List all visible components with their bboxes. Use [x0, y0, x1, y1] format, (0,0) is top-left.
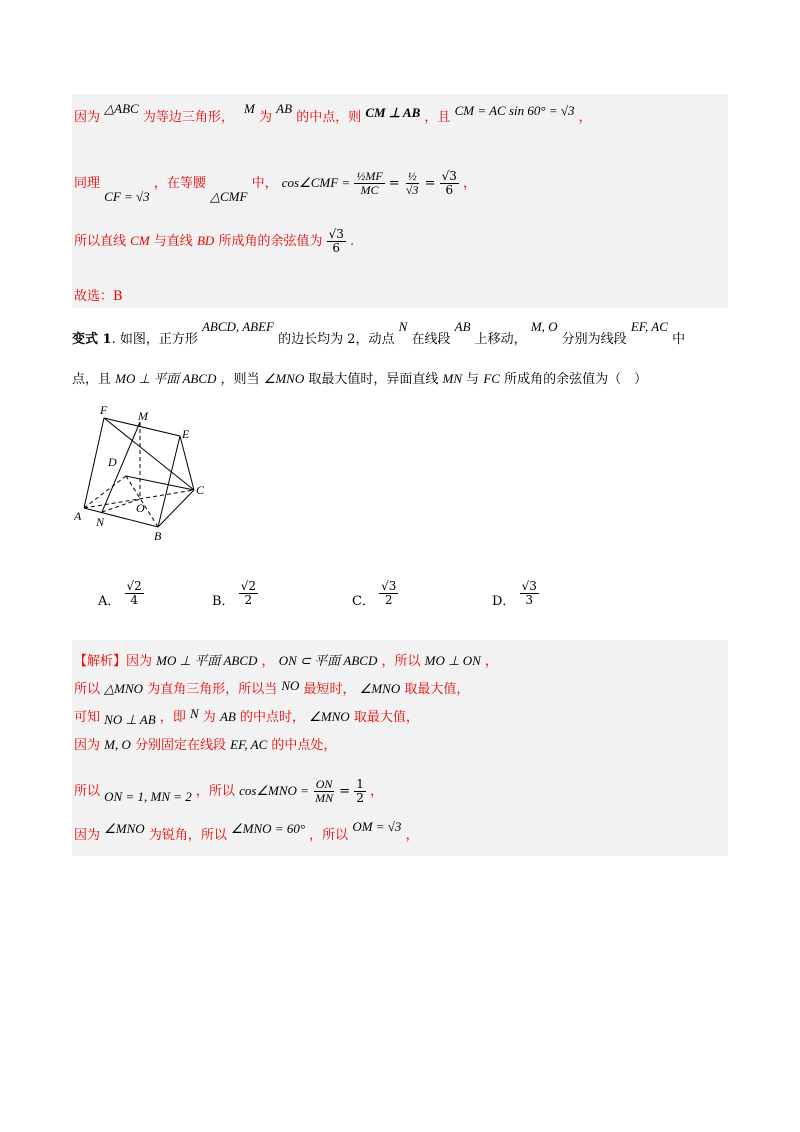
option-fraction [239, 580, 258, 607]
math-ab: AB [276, 101, 293, 116]
math-mn: MN [442, 371, 463, 386]
math-on-subset: ON ⊂ 平面 ABCD [278, 653, 378, 668]
text: 的中点处， [271, 738, 337, 753]
text: ，即 [159, 710, 186, 725]
text: 中 [672, 332, 686, 347]
text: 为直角三角形，所以当 [147, 682, 278, 697]
problem-label: 变式 1 [72, 332, 112, 347]
math-ab: AB [219, 709, 236, 724]
problem-line-2 [72, 370, 647, 389]
fraction-1 [354, 170, 384, 197]
problem-line-1 [72, 319, 686, 349]
fraction-denominator: 6 [332, 241, 341, 255]
text: 可知 [74, 710, 101, 725]
text: ，在等腰 [153, 176, 206, 191]
math-triangle-cmf: △CMF [209, 189, 248, 204]
math-fc: FC [483, 371, 500, 386]
fraction-3 [440, 170, 459, 197]
math-angle-60: ∠MNO = 60° [231, 821, 306, 836]
fraction-numerator: ½MF [356, 169, 383, 183]
math-om: OM = √3 [352, 819, 402, 834]
option-letter: A． [98, 594, 121, 609]
label-f: F [100, 403, 108, 417]
label-o: O [136, 501, 145, 515]
math-bd: BD [196, 233, 215, 248]
text: ， [261, 654, 275, 669]
math-cm-perp-ab: CM ⊥ AB [365, 105, 421, 120]
label-d: D [108, 455, 117, 469]
option-letter: D． [492, 594, 516, 609]
text: 与直线 [153, 234, 193, 249]
option-b[interactable] [212, 580, 258, 607]
text: ， [463, 176, 477, 191]
text: 所成角的余弦值为（ ） [504, 372, 648, 387]
text: 所以直线 [74, 234, 127, 249]
text: 点，且 [72, 372, 112, 387]
edge-dc [126, 476, 194, 490]
fraction-answer [327, 228, 346, 255]
option-letter: B． [212, 594, 235, 609]
text: 分别固定在线段 [135, 738, 227, 753]
text: 取最大值， [353, 710, 419, 725]
fraction-denominator: 6 [445, 183, 454, 197]
option-a[interactable] [98, 580, 144, 607]
sol2-line-5: 所以 ON = 1, MN = 2 ，所以 cos∠MNO = $\frac{ON}{MN}$ = $\frac{1}{2}$ ， [74, 777, 384, 805]
math-no: NO [281, 678, 300, 693]
label-a: A [74, 509, 82, 523]
edge-cb [158, 490, 194, 527]
sol2-line-3 [74, 708, 419, 727]
text: ，则当 [220, 372, 260, 387]
math-mo-perp: MO ⊥ 平面 ABCD [115, 371, 217, 386]
text: 所成角的余弦值为 [218, 234, 323, 249]
math-n: N [189, 706, 199, 721]
text: ，所以 [195, 784, 235, 799]
math-triangle-mno: △MNO [104, 681, 144, 696]
math-cos-cmf: cos∠CMF = [281, 175, 351, 190]
text: ， [405, 828, 419, 843]
math-angle-mno: ∠MNO [359, 681, 401, 696]
text: 因为 [74, 110, 101, 125]
fraction-numerator: ON [315, 777, 333, 791]
text: 为 [259, 110, 273, 125]
geometry-figure [74, 402, 214, 544]
option-c[interactable] [352, 580, 398, 607]
fraction-denominator: MN [315, 791, 334, 805]
sol1-answer: 故选：B [74, 289, 123, 304]
text: ，所以 [309, 828, 349, 843]
edge-be [158, 436, 180, 527]
text: 的边长均为 2，动点 [278, 332, 395, 347]
sol1-line-2: 同理 CF = √3 ，在等腰 △CMF 中， cos∠CMF = $\frac{\text{½MF}}{MC}$ = $\frac{\text{½}}{√3}$ = $\frac{√3}{6}$ ， [74, 169, 477, 204]
math-squares: ABCD, ABEF [201, 319, 274, 334]
text: 为锐角，所以 [148, 828, 227, 843]
fraction-2 [404, 170, 421, 197]
option-d[interactable] [492, 580, 539, 607]
math-triangle-abc: △ABC [104, 101, 139, 116]
fraction-numerator: √3 [328, 227, 344, 241]
sol2-line-6 [74, 819, 419, 845]
math-n: N [398, 319, 408, 334]
text: 在线段 [411, 332, 451, 347]
fraction-numerator: ½ [407, 169, 417, 183]
text: ，且 [424, 110, 451, 125]
solution-block-1 [72, 94, 728, 308]
sol1-line-3 [74, 228, 354, 255]
fraction-denominator: 2 [356, 791, 364, 805]
text: 所以 [74, 784, 101, 799]
text: ， [370, 784, 384, 799]
math-ab: AB [454, 319, 471, 334]
fraction-on-mn [313, 778, 335, 805]
text: 因为 [126, 654, 153, 669]
text: 的中点，则 [296, 110, 362, 125]
fraction-denominator: 2 [384, 593, 393, 607]
fraction-numerator: √3 [441, 169, 457, 183]
math-no-perp-ab: NO ⊥ AB [104, 712, 156, 727]
analysis-tag: 【解析】 [74, 654, 127, 669]
math-angle-mno: ∠MNO [263, 371, 305, 386]
solution-block-2 [72, 640, 728, 856]
sol1-line-1 [74, 101, 592, 127]
edge-no [102, 499, 140, 512]
fraction-numerator: √2 [126, 579, 142, 593]
math-ef-ac: EF, AC [630, 319, 668, 334]
math-cm: CM [130, 233, 150, 248]
math-on-mn: ON = 1, MN = 2 [104, 789, 192, 804]
option-letter: C． [352, 594, 375, 609]
label-b: B [154, 529, 162, 543]
text: 的中点时， [239, 710, 305, 725]
sol2-line-2 [74, 680, 469, 699]
text: 与 [466, 372, 480, 387]
text: 为等边三角形， [142, 110, 234, 125]
math-m: M [244, 101, 255, 116]
math-mo: M, O [104, 737, 131, 752]
text: 所以 [74, 682, 101, 697]
text: . 如图，正方形 [111, 332, 198, 347]
text: 分别为线段 [561, 332, 627, 347]
math-mo: M, O [530, 319, 558, 334]
math-cf: CF = √3 [104, 189, 150, 204]
fraction-denominator: √3 [405, 183, 419, 197]
math-angle-mno: ∠MNO [309, 709, 350, 724]
fraction-numerator: √3 [521, 579, 537, 593]
text: 最短时， [303, 682, 356, 697]
fraction-denominator: 2 [244, 593, 253, 607]
text: ， [578, 110, 592, 125]
label-e: E [182, 427, 190, 441]
text: 中， [251, 176, 278, 191]
fraction-numerator: √2 [240, 579, 256, 593]
sol2-line-4 [74, 736, 336, 755]
text: 因为 [74, 828, 101, 843]
text: 因为 [74, 738, 101, 753]
fraction-denominator: 3 [525, 593, 534, 607]
text: 取最大值， [404, 682, 470, 697]
math-mo-perp: MO ⊥ 平面 ABCD [156, 653, 258, 668]
fraction-numerator: 1 [356, 777, 364, 791]
fraction-half [354, 778, 366, 805]
label-m: M [138, 409, 148, 423]
option-fraction [125, 580, 144, 607]
math-ef-ac: EF, AC [230, 737, 268, 752]
option-fraction [379, 580, 398, 607]
fraction-numerator: √3 [381, 579, 397, 593]
text: 为 [202, 710, 216, 725]
math-angle-mno: ∠MNO [104, 821, 145, 836]
sol2-line-1 [74, 652, 498, 671]
option-fraction [520, 580, 539, 607]
label-n: N [96, 515, 105, 529]
text: ，所以 [381, 654, 421, 669]
label-c: C [196, 483, 205, 497]
fraction-denominator: MC [360, 183, 379, 197]
text: 上移动， [474, 332, 527, 347]
fraction-denominator: 4 [130, 593, 138, 607]
text: 同理 [74, 176, 101, 191]
text: ， [484, 654, 498, 669]
text: 取最大值时，异面直线 [308, 372, 439, 387]
math-cm-eq: CM = AC sin 60° = √3 [454, 103, 575, 118]
math-cos-mno: cos∠MNO = [239, 783, 309, 798]
text: . [350, 234, 355, 249]
edge-ec [180, 436, 194, 490]
math-mo-perp-on: MO ⊥ ON [424, 653, 481, 668]
